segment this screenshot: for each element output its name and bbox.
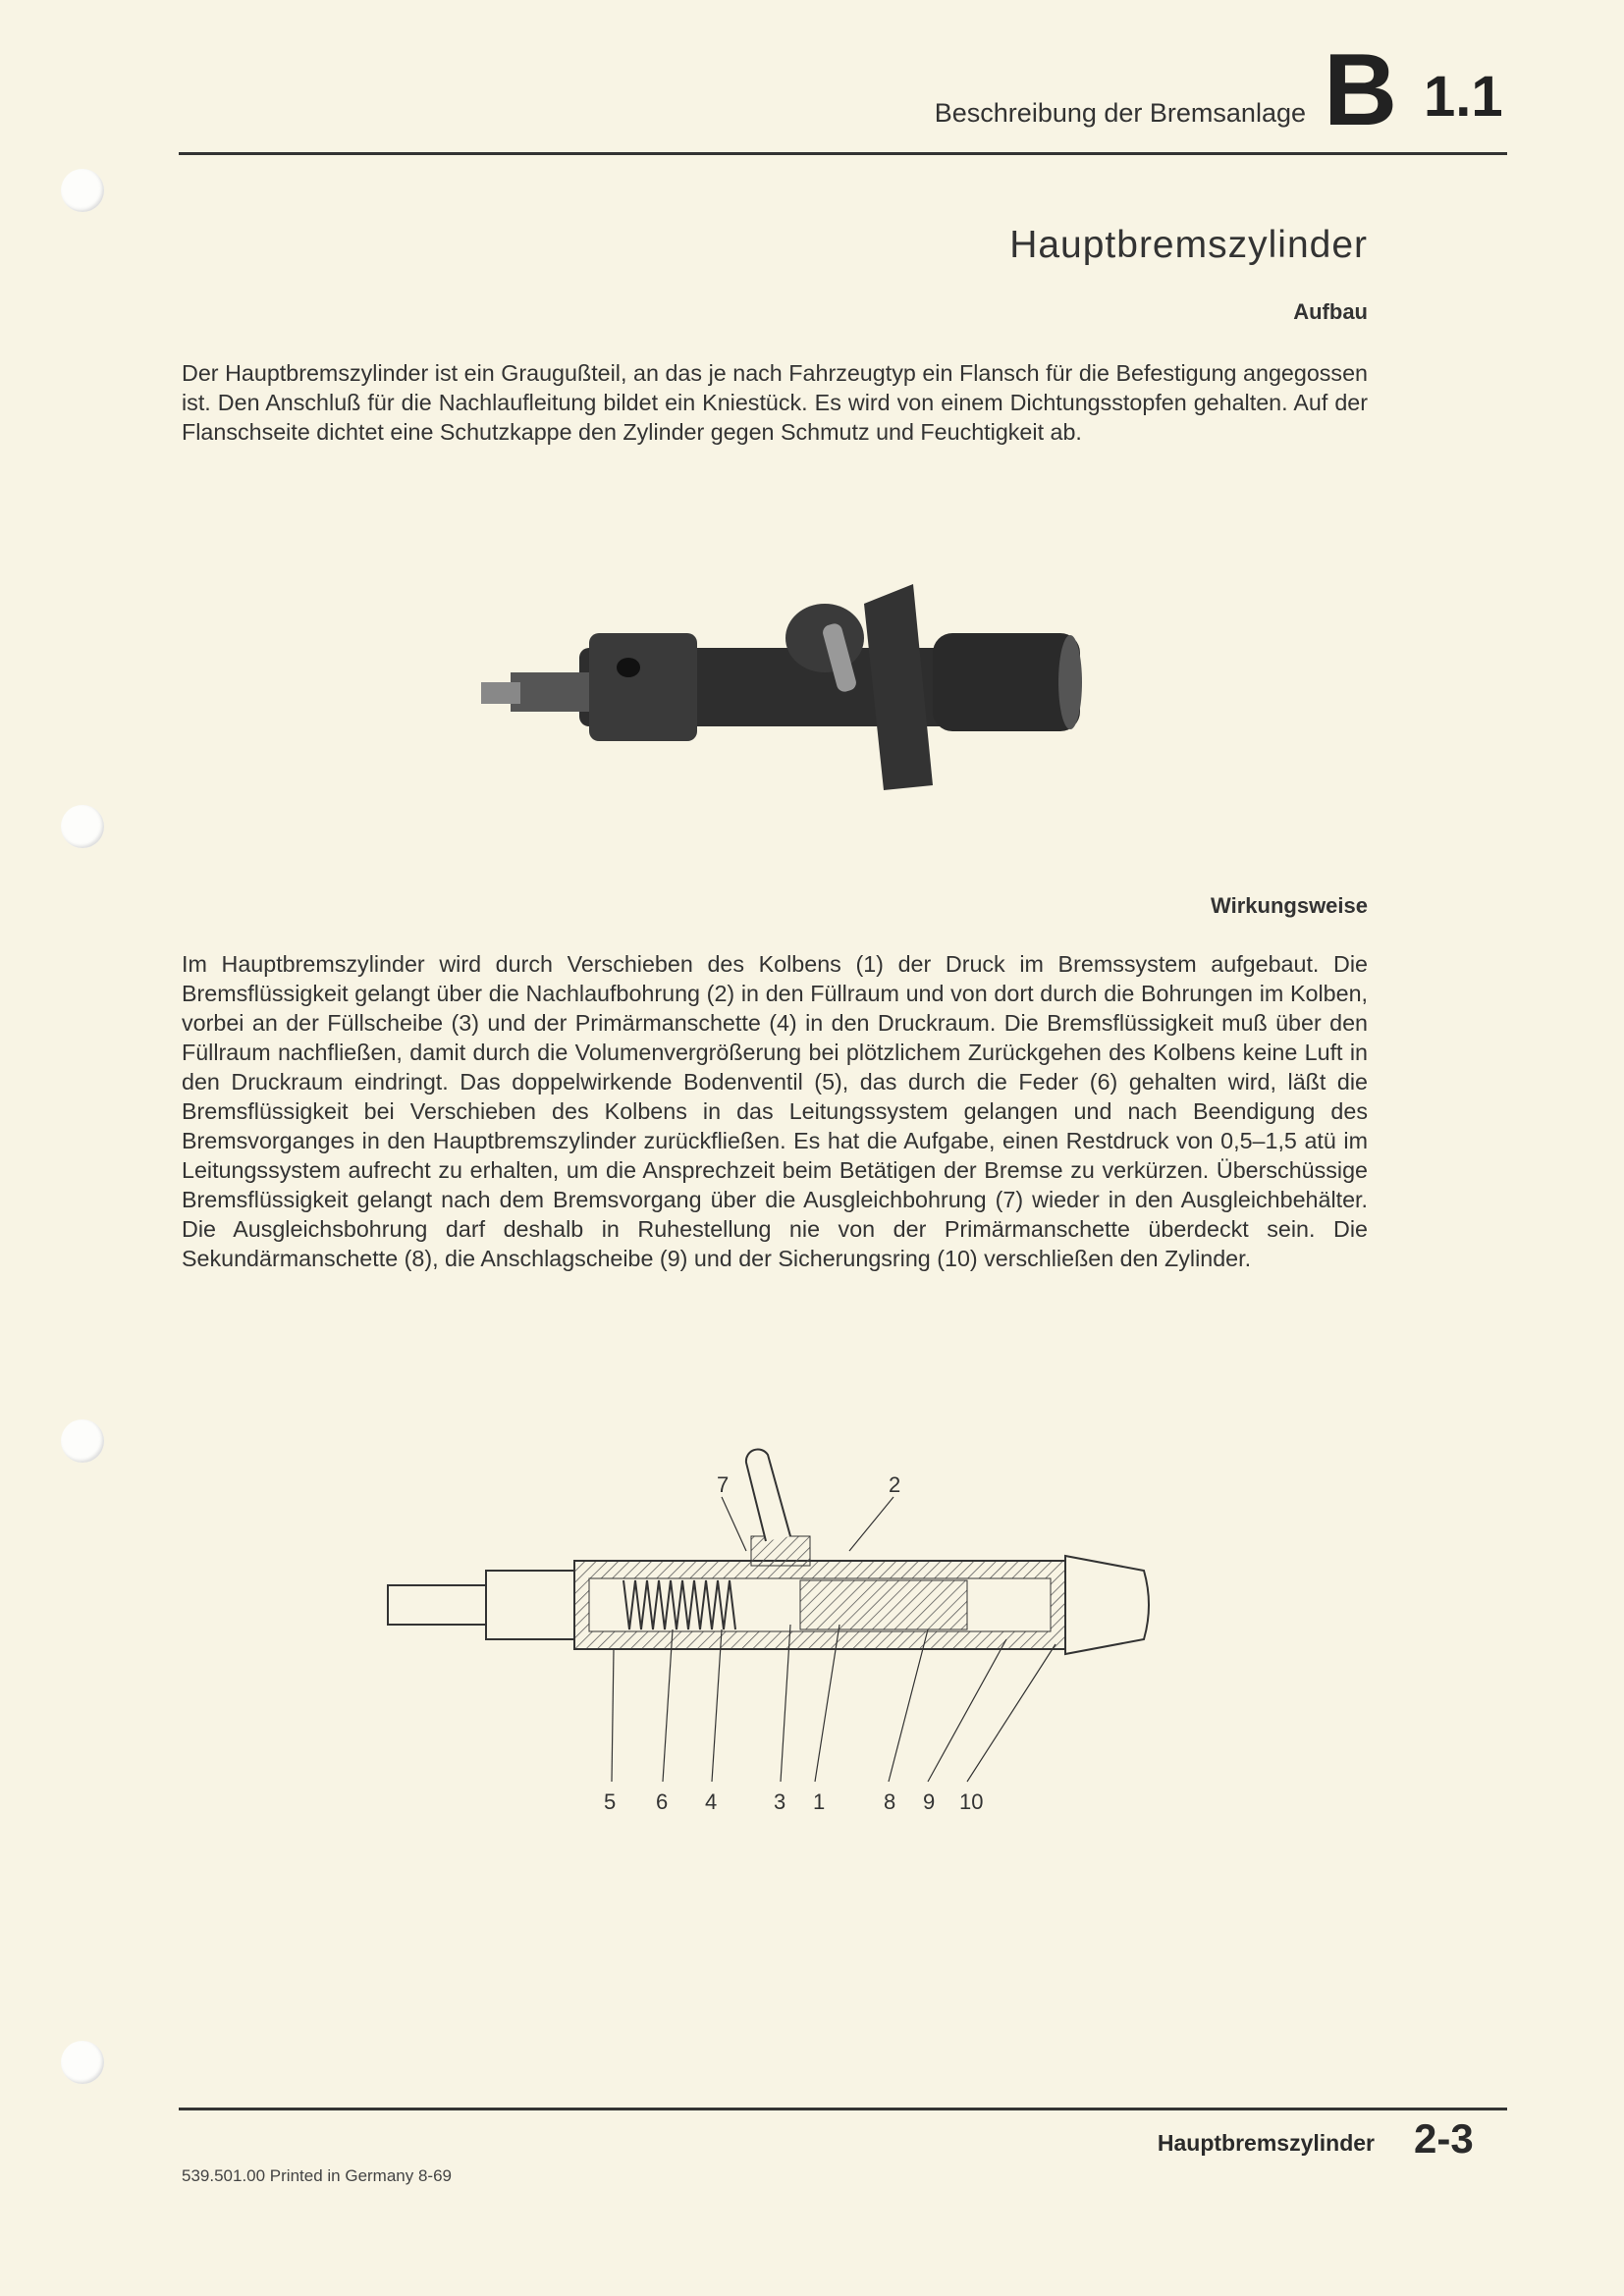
page-number: 2-3 [1414, 2115, 1474, 2162]
print-info: 539.501.00 Printed in Germany 8-69 [182, 2166, 453, 2185]
section-number: 1.1 [1424, 65, 1503, 129]
page-title: Hauptbremszylinder [1009, 224, 1368, 266]
punch-hole [61, 169, 104, 212]
heading-wirkungsweise: Wirkungsweise [1211, 893, 1368, 918]
heading-aufbau: Aufbau [1293, 299, 1368, 324]
cross-section-diagram [378, 1423, 1193, 1826]
paragraph-aufbau: Der Hauptbremszylinder ist ein Graugußteil, an das je nach Fahrzeugtyp ein Flansch für die Befestigung angegossen ist. Den Anschluß für die Nachlaufleitung bildet ein Kniestück. Es wird von einem Dichtungsstopfen gehalten. Auf der Flanschseite dichtet eine Schutzkappe den Zylinder gegen Schmutz und Feuchtigkeit ab. [182, 360, 1368, 445]
label-4: 4 [705, 1789, 718, 1814]
footer-title: Hauptbremszylinder [1157, 2130, 1375, 2156]
punch-hole [61, 1419, 104, 1463]
label-2: 2 [889, 1472, 901, 1497]
section-title: Beschreibung der Bremsanlage [934, 98, 1306, 128]
punch-hole [61, 805, 104, 848]
label-1: 1 [813, 1789, 826, 1814]
label-3: 3 [774, 1789, 786, 1814]
punch-hole [61, 2041, 104, 2084]
label-10: 10 [959, 1789, 984, 1814]
label-5: 5 [604, 1789, 617, 1814]
cylinder-photo [471, 574, 1090, 795]
label-7: 7 [717, 1472, 730, 1497]
paragraph-wirkungsweise: Im Hauptbremszylinder wird durch Verschieben des Kolbens (1) der Druck im Bremssystem aufgebaut. Die Bremsflüssigkeit gelangt über die Nachlaufbohrung (2) in den Füllraum und von dort durch die Bohrungen im Kolben, vorbei an der Füllscheibe (3) und der Primärmanschette (4) in den Druckraum. Die Bremsflüssigkeit muß über den Füllraum nachfließen, damit durch die Volumenvergrößerung bei plötzlichem Zurückgehen des Kolbens keine Luft in den Druckraum eindringt. Das doppelwirkende Bodenventil (5), das durch die Feder (6) gehalten wird, läßt die Bremsflüssigkeit bei Verschieben des Kolbens in das Leitungssystem gelangen und nach Beendigung des Bremsvorganges in den Hauptbremszylinder zurückfließen. Es hat die Aufgabe, einen Restdruck von 0,5–1,5 atü im Leitungssystem aufrecht zu erhalten, um die Ansprechzeit beim Betätigen der Bremse zu verkürzen. Überschüssige Bremsflüssigkeit gelangt nach dem Bremsvorgang über die Ausgleichbohrung (7) wieder in den Ausgleichbehälter. Die Ausgleichsbohrung darf deshalb in Ruhestellung nie von der Primärmanschette überdeckt sein. Die Sekundärmanschette (8), die Anschlagscheibe (9) und der Sicherungsring (10) verschließen den Zylinder. [182, 951, 1368, 1271]
section-letter: B [1324, 33, 1398, 147]
header-rule [179, 152, 1507, 155]
label-8: 8 [884, 1789, 896, 1814]
label-6: 6 [656, 1789, 669, 1814]
footer-rule [179, 2108, 1507, 2110]
label-9: 9 [923, 1789, 936, 1814]
